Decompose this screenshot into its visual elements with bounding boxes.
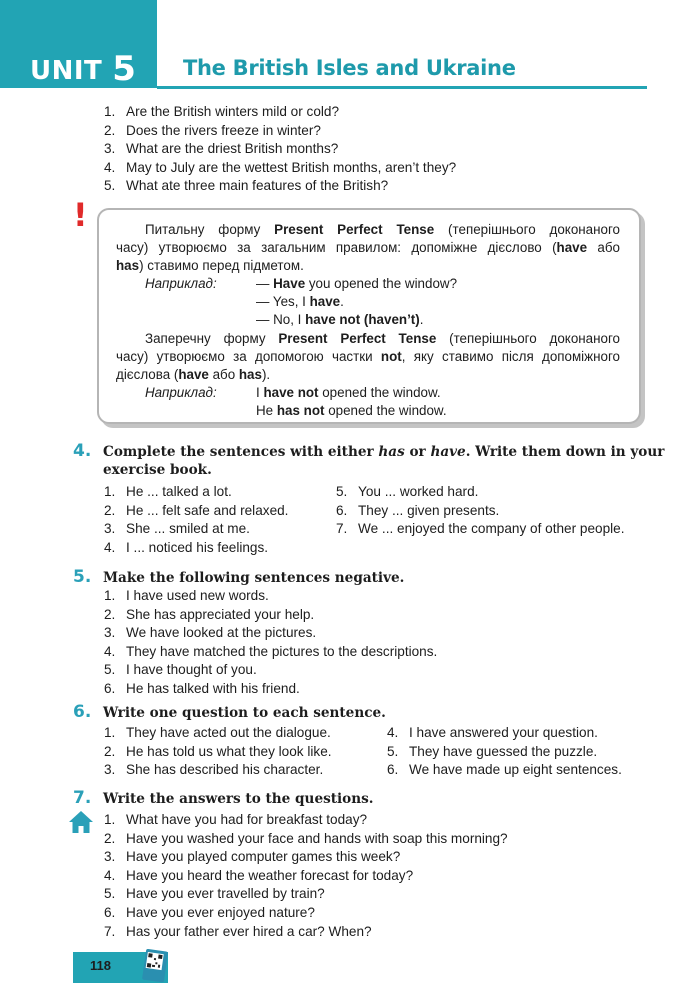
- example-line: He has not opened the window.: [256, 403, 447, 418]
- list-item: 5. They have guessed the puzzle.: [387, 743, 598, 759]
- list-item: 2. Does the rivers freeze in winter?: [104, 122, 321, 138]
- task-instruction: exercise book.: [103, 462, 212, 478]
- list-item: 4. They have matched the pictures to the descriptions.: [104, 643, 438, 659]
- rule-line: часу) утворюємо за загальним правилом: допоміжне дієслово (have або: [116, 240, 620, 255]
- rule-line: часу) утворюємо за допомогою частки not, яку ставимо після допоміжного: [116, 349, 620, 364]
- list-item: 2. He ... felt safe and relaxed.: [104, 502, 289, 518]
- list-item: 5. You ... worked hard.: [336, 484, 479, 499]
- example-line: I have not opened the window.: [256, 385, 441, 400]
- rule-line: Питальну форму Present Perfect Tense (теперішнього доконаного: [145, 222, 620, 237]
- list-item: 4. I have answered your question.: [387, 725, 598, 740]
- example-label: Наприклад:: [145, 276, 217, 291]
- task6-list-left: [104, 724, 332, 780]
- list-item: 2. She has appreciated your help.: [104, 606, 315, 622]
- unit-badge: [0, 0, 157, 88]
- list-item: 4. May to July are the wettest British months, aren’t they?: [104, 159, 457, 175]
- example-line: — Yes, I have.: [256, 294, 344, 309]
- unit-number: 5: [112, 49, 137, 89]
- list-item: 3. She ... smiled at me.: [104, 521, 250, 537]
- list-item: 1. They have acted out the dialogue.: [104, 725, 331, 740]
- rule-line: дієслова (have або has).: [116, 367, 271, 382]
- top-questions-list: [104, 103, 456, 196]
- list-item: 6. We have made up eight sentences.: [387, 762, 622, 778]
- grammar-rule-box: [97, 208, 641, 424]
- list-item: 3. Have you played computer games this week?: [104, 849, 401, 865]
- title-underline: [157, 86, 647, 89]
- example-label: Наприклад:: [145, 385, 217, 400]
- page-number: 118: [90, 958, 111, 973]
- list-item: 2. Have you washed your face and hands with soap this morning?: [104, 830, 508, 846]
- list-item: 1. Are the British winters mild or cold?: [104, 104, 340, 119]
- task-instruction: Write the answers to the questions.: [103, 791, 374, 807]
- list-item: 7. We ... enjoyed the company of other people.: [336, 521, 625, 537]
- list-item: 6. Have you ever enjoyed nature?: [104, 904, 315, 920]
- list-item: 5. I have thought of you.: [104, 662, 257, 678]
- task-number: 5.: [73, 567, 92, 587]
- task-instruction: Complete the sentences with either has or have. Write them down in your: [103, 444, 665, 460]
- list-item: 3. We have looked at the pictures.: [104, 625, 317, 641]
- task4-list-right: [336, 483, 625, 539]
- list-item: 6. They ... given presents.: [336, 502, 500, 518]
- task-number: 7.: [73, 788, 92, 808]
- task6-list-right: [387, 724, 622, 780]
- list-item: 7. Has your father ever hired a car? When?: [104, 923, 372, 939]
- list-item: 2. He has told us what they look like.: [104, 743, 332, 759]
- list-item: 3. She has described his character.: [104, 762, 324, 778]
- rule-line: Заперечну форму Present Perfect Tense (теперішнього доконаного: [145, 331, 620, 346]
- unit-title: The British Isles and Ukraine: [183, 56, 516, 80]
- list-item: 6. He has talked with his friend.: [104, 680, 300, 696]
- list-item: 4. I ... noticed his feelings.: [104, 539, 269, 555]
- rule-line: has) ставимо перед підметом.: [116, 258, 304, 273]
- task4-list-left: [104, 483, 288, 557]
- task7-list: [104, 811, 508, 941]
- list-item: 5. Have you ever travelled by train?: [104, 886, 325, 902]
- list-item: 4. Have you heard the weather forecast for today?: [104, 867, 414, 883]
- example-line: — Have you opened the window?: [256, 276, 458, 291]
- task5-list: [104, 587, 437, 699]
- task-instruction: Write one question to each sentence.: [103, 705, 386, 721]
- task-number: 6.: [73, 702, 92, 722]
- task-number: 4.: [73, 441, 92, 461]
- exclamation-icon: !: [73, 196, 88, 234]
- task-instruction: Make the following sentences negative.: [103, 570, 405, 586]
- list-item: 5. What ate three main features of the British?: [104, 178, 389, 194]
- list-item: 1. I have used new words.: [104, 588, 269, 603]
- list-item: 1. He ... talked a lot.: [104, 484, 232, 499]
- list-item: 3. What are the driest British months?: [104, 141, 339, 157]
- list-item: 1. What have you had for breakfast today?: [104, 812, 368, 827]
- example-line: — No, I have not (haven’t).: [256, 312, 424, 327]
- qr-code-icon: [140, 949, 168, 983]
- home-icon: [68, 810, 94, 834]
- unit-label: UNIT 5: [30, 49, 137, 89]
